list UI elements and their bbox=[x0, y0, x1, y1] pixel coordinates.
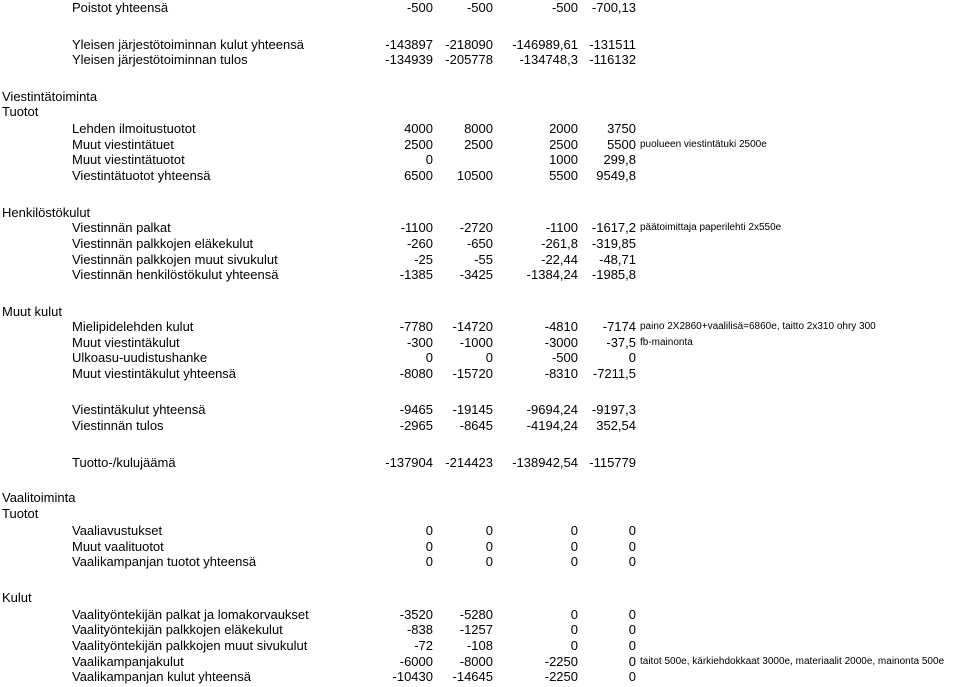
value-col4: -7211,5 bbox=[592, 366, 636, 381]
value-col4: -9197,3 bbox=[591, 402, 636, 417]
row-vaalityontekijan-sivukulut bbox=[0, 638, 960, 654]
value-col4: -37,5 bbox=[606, 335, 636, 350]
row-viestintakulut-yhteensa bbox=[0, 402, 960, 418]
value-col3: -22,44 bbox=[541, 252, 578, 267]
value-col3: 2500 bbox=[549, 137, 578, 152]
value-col4: 5500 bbox=[607, 137, 636, 152]
value-col1: 6500 bbox=[404, 168, 433, 183]
value-col3: -146989,61 bbox=[512, 37, 578, 52]
value-col1: -3520 bbox=[399, 607, 433, 622]
value-col1: -72 bbox=[414, 638, 433, 653]
row-note: puolueen viestintätuki 2500e bbox=[640, 139, 767, 150]
value-col4: 0 bbox=[628, 539, 636, 554]
value-col4: -115779 bbox=[589, 455, 636, 470]
row-muut-viestintatuotot bbox=[0, 152, 960, 168]
row-ulkoasu-uudistushanke bbox=[0, 350, 960, 366]
value-col1: -134939 bbox=[385, 52, 433, 67]
row-vaalikampanjakulut bbox=[0, 654, 960, 670]
row-label: Muut viestintäkulut bbox=[72, 335, 180, 350]
value-col1: -143897 bbox=[385, 37, 433, 52]
value-col2: -8645 bbox=[459, 418, 493, 433]
row-yleisen-kulut bbox=[0, 37, 960, 53]
row-label: Viestinnän tulos bbox=[72, 418, 164, 433]
value-col2: 0 bbox=[485, 350, 493, 365]
row-mielipidelehden-kulut bbox=[0, 319, 960, 335]
section-label: Henkilöstökulut bbox=[2, 205, 91, 220]
value-col2: -650 bbox=[466, 236, 493, 251]
row-label: Vaalikampanjakulut bbox=[72, 654, 184, 669]
section-header bbox=[0, 506, 960, 522]
value-col4: -1985,8 bbox=[591, 267, 636, 282]
value-col3: 0 bbox=[570, 523, 578, 538]
value-col4: -319,85 bbox=[591, 236, 636, 251]
row-label: Muut viestintäkulut yhteensä bbox=[72, 366, 237, 381]
value-col2: -205778 bbox=[445, 52, 493, 67]
row-note: päätoimittaja paperilehti 2x550e bbox=[640, 222, 782, 233]
value-col3: -1100 bbox=[545, 220, 578, 235]
row-note: paino 2X2860+vaalilisä=6860e, taitto 2x310 ohry 300 bbox=[640, 321, 876, 332]
value-col2: -14720 bbox=[452, 319, 493, 334]
value-col4: 0 bbox=[628, 350, 636, 365]
section-header bbox=[0, 590, 960, 606]
row-label: Yleisen järjestötoiminnan tulos bbox=[72, 52, 248, 67]
value-col3: 0 bbox=[570, 554, 578, 569]
row-label: Vaaliavustukset bbox=[72, 523, 163, 538]
value-col3: -9694,24 bbox=[526, 402, 578, 417]
value-col3: -8310 bbox=[544, 366, 578, 381]
value-col3: -261,8 bbox=[541, 236, 578, 251]
row-note: taitot 500e, kärkiehdokkaat 3000e, materiaalit 2000e, mainonta 500e bbox=[640, 656, 945, 667]
value-col1: -1100 bbox=[400, 220, 433, 235]
value-col2: -55 bbox=[474, 252, 493, 267]
value-col2: -3425 bbox=[459, 267, 493, 282]
value-col1: 0 bbox=[425, 350, 433, 365]
value-col4: -131511 bbox=[589, 37, 636, 52]
value-col4: 9549,8 bbox=[596, 168, 636, 183]
value-col2: -500 bbox=[466, 0, 493, 15]
value-col3: -2250 bbox=[544, 669, 578, 684]
value-col2: -2720 bbox=[459, 220, 493, 235]
value-col2: -15720 bbox=[452, 366, 493, 381]
row-label: Viestinnän henkilöstökulut yhteensä bbox=[72, 267, 279, 282]
value-col2: -1000 bbox=[459, 335, 493, 350]
value-col1: -25 bbox=[414, 252, 433, 267]
section-header bbox=[0, 89, 960, 105]
value-col4: 352,54 bbox=[596, 418, 636, 433]
section-label: Vaalitoiminta bbox=[2, 490, 76, 505]
row-label: Vaalityöntekijän palkkojen eläkekulut bbox=[72, 622, 283, 637]
row-vaalityontekijan-elakekulut bbox=[0, 622, 960, 638]
row-label: Viestinnän palkat bbox=[72, 220, 171, 235]
row-viestinnan-palkat bbox=[0, 220, 960, 236]
value-col1: 2500 bbox=[404, 137, 433, 152]
value-col4: -116132 bbox=[589, 52, 636, 67]
value-col1: 0 bbox=[425, 539, 433, 554]
row-poistot-yhteensa bbox=[0, 0, 960, 16]
value-col1: 0 bbox=[425, 523, 433, 538]
value-col2: -14645 bbox=[452, 669, 493, 684]
value-col3: 0 bbox=[570, 638, 578, 653]
value-col2: -214423 bbox=[445, 455, 493, 470]
row-label: Viestinnän palkkojen eläkekulut bbox=[72, 236, 254, 251]
row-yleisen-tulos bbox=[0, 52, 960, 68]
section-label: Kulut bbox=[2, 590, 32, 605]
value-col4: 0 bbox=[628, 669, 636, 684]
value-col2: -5280 bbox=[459, 607, 493, 622]
value-col3: -1384,24 bbox=[526, 267, 578, 282]
row-note: fb-mainonta bbox=[640, 337, 693, 348]
value-col3: 0 bbox=[570, 622, 578, 637]
value-col1: -838 bbox=[406, 622, 433, 637]
value-col1: -1385 bbox=[399, 267, 433, 282]
row-viestinnan-henkilostokulut-yhteensa bbox=[0, 267, 960, 283]
value-col2: 0 bbox=[485, 539, 493, 554]
value-col2: 8000 bbox=[464, 121, 493, 136]
value-col3: -3000 bbox=[544, 335, 578, 350]
value-col4: 0 bbox=[628, 638, 636, 653]
value-col1: -300 bbox=[406, 335, 433, 350]
value-col2: 10500 bbox=[456, 168, 493, 183]
row-label: Vaalikampanjan tuotot yhteensä bbox=[72, 554, 257, 569]
section-label: Muut kulut bbox=[2, 304, 62, 319]
row-viestintatuotot-yhteensa bbox=[0, 168, 960, 184]
row-lehden-ilmoitustuotot bbox=[0, 121, 960, 137]
value-col3: 0 bbox=[570, 539, 578, 554]
value-col2: -8000 bbox=[459, 654, 493, 669]
value-col4: 299,8 bbox=[603, 152, 636, 167]
value-col1: -500 bbox=[406, 0, 433, 15]
value-col1: -8080 bbox=[399, 366, 433, 381]
value-col1: 0 bbox=[425, 152, 433, 167]
row-vaalikampanjan-kulut-yhteensa bbox=[0, 669, 960, 685]
row-label: Vaalityöntekijän palkat ja lomakorvaukset bbox=[72, 607, 309, 622]
value-col1: -260 bbox=[406, 236, 433, 251]
row-tuotto-kulujaama bbox=[0, 455, 960, 471]
row-label: Viestintäkulut yhteensä bbox=[72, 402, 206, 417]
value-col4: 0 bbox=[628, 654, 636, 669]
value-col2: -218090 bbox=[445, 37, 493, 52]
section-header bbox=[0, 104, 960, 120]
row-muut-viestintakulut-yhteensa bbox=[0, 366, 960, 382]
value-col1: 0 bbox=[425, 554, 433, 569]
value-col2: -1257 bbox=[459, 622, 493, 637]
value-col3: -4810 bbox=[544, 319, 578, 334]
row-viestinnan-tulos bbox=[0, 418, 960, 434]
value-col4: -48,71 bbox=[599, 252, 636, 267]
value-col3: -134748,3 bbox=[519, 52, 578, 67]
row-label: Tuotto-/kulujäämä bbox=[72, 455, 176, 470]
value-col3: -138942,54 bbox=[512, 455, 578, 470]
value-col4: 0 bbox=[628, 523, 636, 538]
row-label: Ulkoasu-uudistushanke bbox=[72, 350, 208, 365]
value-col3: -4194,24 bbox=[526, 418, 578, 433]
value-col2: -19145 bbox=[452, 402, 493, 417]
row-vaalityontekijan-palkat bbox=[0, 607, 960, 623]
row-muut-vaalituotot bbox=[0, 539, 960, 555]
section-label: Tuotot bbox=[2, 506, 39, 521]
row-viestinnan-elakekulut bbox=[0, 236, 960, 252]
section-label: Tuotot bbox=[2, 104, 39, 119]
row-label: Viestinnän palkkojen muut sivukulut bbox=[72, 252, 278, 267]
value-col3: 1000 bbox=[549, 152, 578, 167]
value-col1: 4000 bbox=[404, 121, 433, 136]
row-label: Muut vaalituotot bbox=[72, 539, 164, 554]
value-col2: -108 bbox=[466, 638, 493, 653]
value-col3: -500 bbox=[551, 350, 578, 365]
value-col4: 0 bbox=[628, 622, 636, 637]
value-col1: -2965 bbox=[399, 418, 433, 433]
value-col1: -6000 bbox=[399, 654, 433, 669]
value-col4: 3750 bbox=[607, 121, 636, 136]
value-col2: 0 bbox=[485, 523, 493, 538]
value-col4: -700,13 bbox=[591, 0, 636, 15]
value-col4: 0 bbox=[628, 554, 636, 569]
value-col3: 2000 bbox=[549, 121, 578, 136]
row-vaaliavustukset bbox=[0, 523, 960, 539]
row-label: Lehden ilmoitustuotot bbox=[72, 121, 196, 136]
value-col3: 0 bbox=[570, 607, 578, 622]
value-col4: -1617,2 bbox=[591, 220, 636, 235]
section-header bbox=[0, 304, 960, 320]
section-label: Viestintätoiminta bbox=[2, 89, 98, 104]
row-label: Poistot yhteensä bbox=[72, 0, 169, 15]
row-label: Muut viestintätuet bbox=[72, 137, 174, 152]
value-col1: -7780 bbox=[399, 319, 433, 334]
value-col1: -9465 bbox=[399, 402, 433, 417]
value-col3: 5500 bbox=[549, 168, 578, 183]
value-col3: -2250 bbox=[544, 654, 578, 669]
row-label: Yleisen järjestötoiminnan kulut yhteensä bbox=[72, 37, 304, 52]
row-muut-viestintatuet bbox=[0, 137, 960, 153]
row-viestinnan-sivukulut bbox=[0, 252, 960, 268]
section-header bbox=[0, 490, 960, 506]
row-label: Mielipidelehden kulut bbox=[72, 319, 194, 334]
value-col4: -7174 bbox=[602, 319, 636, 334]
value-col1: -137904 bbox=[385, 455, 433, 470]
row-label: Vaalityöntekijän palkkojen muut sivukulut bbox=[72, 638, 308, 653]
value-col2: 2500 bbox=[464, 137, 493, 152]
row-label: Vaalikampanjan kulut yhteensä bbox=[72, 669, 251, 684]
value-col3: -500 bbox=[551, 0, 578, 15]
value-col1: -10430 bbox=[392, 669, 433, 684]
value-col4: 0 bbox=[628, 607, 636, 622]
section-header bbox=[0, 205, 960, 221]
row-label: Muut viestintätuotot bbox=[72, 152, 185, 167]
row-label: Viestintätuotot yhteensä bbox=[72, 168, 211, 183]
row-muut-viestintakulut bbox=[0, 335, 960, 351]
value-col2: 0 bbox=[485, 554, 493, 569]
row-vaalikampanjan-tuotot-yhteensa bbox=[0, 554, 960, 570]
